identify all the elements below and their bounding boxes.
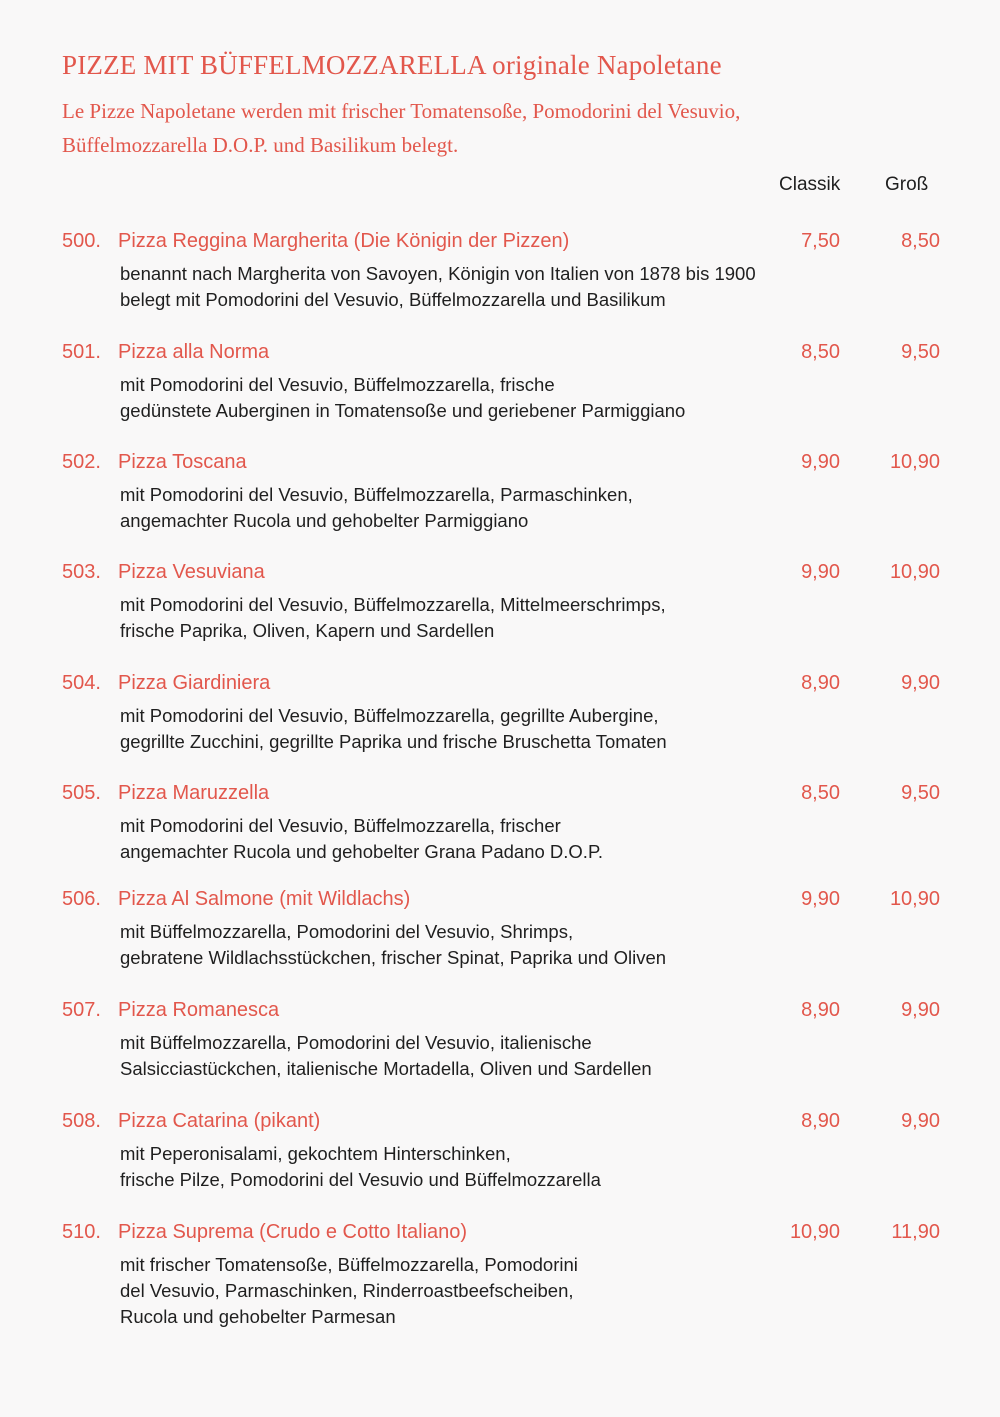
item-description [120, 592, 952, 644]
item-description [120, 261, 952, 313]
price-classik: 8,90 [801, 999, 840, 1021]
price-classik: 8,50 [801, 782, 840, 804]
intro-text [62, 94, 942, 162]
description-line: mit Pomodorini del Vesuvio, Büffelmozzarella, Parmaschinken, [120, 484, 633, 505]
page-title: PIZZE MIT BÜFFELMOZZARELLA originale Napoletane [62, 50, 722, 80]
item-name: Pizza Vesuviana [118, 561, 265, 583]
item-description [120, 372, 952, 424]
price-gross: 8,50 [901, 230, 940, 252]
price-gross: 10,90 [889, 561, 940, 583]
menu-item [62, 672, 952, 755]
menu-item [62, 1221, 952, 1330]
item-description [120, 1141, 952, 1193]
description-line: frische Pilze, Pomodorini del Vesuvio und Büffelmozzarella [120, 1169, 601, 1190]
item-description [120, 919, 952, 971]
menu-item-header [62, 888, 952, 916]
price-gross: 9,50 [901, 341, 940, 363]
menu-item-header [62, 341, 952, 369]
description-line: mit Pomodorini del Vesuvio, Büffelmozzarella, Mittelmeerschrimps, [120, 594, 666, 615]
item-name: Pizza Catarina (pikant) [118, 1110, 321, 1132]
price-gross: 9,90 [901, 1110, 940, 1132]
price-gross: 9,90 [901, 999, 940, 1021]
menu-item-header [62, 1110, 952, 1138]
menu-item-header [62, 230, 952, 258]
menu-item-header [62, 999, 952, 1027]
menu-item-header [62, 451, 952, 479]
price-gross: 9,90 [901, 672, 940, 694]
item-number: 504. [62, 672, 101, 694]
description-line: mit Pomodorini del Vesuvio, Büffelmozzarella, frischer [120, 815, 561, 836]
item-description [120, 1030, 952, 1082]
item-name: Pizza Toscana [118, 451, 247, 473]
column-header-gross: Groß [885, 174, 929, 195]
menu-item-header [62, 782, 952, 810]
description-line: mit Büffelmozzarella, Pomodorini del Vesuvio, Shrimps, [120, 921, 574, 942]
price-classik: 9,90 [801, 888, 840, 910]
menu-item [62, 561, 952, 644]
menu-item-header [62, 1221, 952, 1249]
description-line: mit frischer Tomatensoße, Büffelmozzarella, Pomodorini [120, 1254, 578, 1275]
price-classik: 7,50 [801, 230, 840, 252]
menu-item [62, 230, 952, 313]
item-number: 510. [62, 1221, 101, 1243]
description-line: frische Paprika, Oliven, Kapern und Sardellen [120, 620, 495, 641]
description-line: angemachter Rucola und gehobelter Parmiggiano [120, 510, 529, 531]
price-gross: 10,90 [889, 451, 940, 473]
item-name: Pizza Suprema (Crudo e Cotto Italiano) [118, 1221, 468, 1243]
price-classik: 8,90 [801, 672, 840, 694]
price-classik: 8,50 [801, 341, 840, 363]
description-line: Salsicciastückchen, italienische Mortadella, Oliven und Sardellen [120, 1058, 652, 1079]
item-number: 500. [62, 230, 101, 252]
intro-line: Le Pizze Napoletane werden mit frischer Tomatensoße, Pomodorini del Vesuvio, [62, 99, 741, 123]
item-name: Pizza alla Norma [118, 341, 270, 363]
item-description [120, 703, 952, 755]
item-number: 508. [62, 1110, 101, 1132]
description-line: gebratene Wildlachsstückchen, frischer Spinat, Paprika und Oliven [120, 947, 667, 968]
item-number: 505. [62, 782, 101, 804]
menu-item [62, 999, 952, 1082]
item-number: 501. [62, 341, 101, 363]
description-line: angemachter Rucola und gehobelter Grana Padano D.O.P. [120, 841, 604, 862]
description-line: gegrillte Zucchini, gegrillte Paprika und frische Bruschetta Tomaten [120, 731, 667, 752]
price-gross: 11,90 [891, 1221, 940, 1243]
item-description [120, 1252, 952, 1330]
item-name: Pizza Romanesca [118, 999, 280, 1021]
menu-item [62, 782, 952, 865]
menu-item [62, 341, 952, 424]
item-description [120, 813, 952, 865]
description-line: mit Pomodorini del Vesuvio, Büffelmozzarella, gegrillte Aubergine, [120, 705, 659, 726]
price-classik: 9,90 [801, 451, 840, 473]
description-line: del Vesuvio, Parmaschinken, Rinderroastbeefscheiben, [120, 1280, 574, 1301]
menu-item [62, 1110, 952, 1193]
item-name: Pizza Al Salmone (mit Wildlachs) [118, 888, 411, 910]
item-name: Pizza Maruzzella [118, 782, 270, 804]
item-number: 507. [62, 999, 101, 1021]
description-line: mit Pomodorini del Vesuvio, Büffelmozzarella, frische [120, 374, 555, 395]
menu-item [62, 888, 952, 971]
menu-item-header [62, 561, 952, 589]
description-line: Rucola und gehobelter Parmesan [120, 1306, 396, 1327]
menu-item [62, 451, 952, 534]
price-gross: 10,90 [889, 888, 940, 910]
price-classik: 10,90 [789, 1221, 840, 1243]
price-classik: 9,90 [801, 561, 840, 583]
price-classik: 8,90 [801, 1110, 840, 1132]
item-number: 503. [62, 561, 101, 583]
column-header-classik: Classik [779, 174, 841, 195]
item-name: Pizza Giardiniera [118, 672, 271, 694]
intro-line: Büffelmozzarella D.O.P. und Basilikum belegt. [62, 133, 459, 157]
description-line: mit Büffelmozzarella, Pomodorini del Vesuvio, italienische [120, 1032, 592, 1053]
menu-item-header [62, 672, 952, 700]
description-line: gedünstete Auberginen in Tomatensoße und geriebener Parmiggiano [120, 400, 686, 421]
item-number: 506. [62, 888, 101, 910]
description-line: benannt nach Margherita von Savoyen, Königin von Italien von 1878 bis 1900 [120, 263, 756, 284]
description-line: belegt mit Pomodorini del Vesuvio, Büffelmozzarella und Basilikum [120, 289, 666, 310]
item-description [120, 482, 952, 534]
item-name: Pizza Reggina Margherita (Die Königin der Pizzen) [118, 230, 570, 252]
description-line: mit Peperonisalami, gekochtem Hinterschinken, [120, 1143, 511, 1164]
item-number: 502. [62, 451, 101, 473]
price-gross: 9,50 [901, 782, 940, 804]
